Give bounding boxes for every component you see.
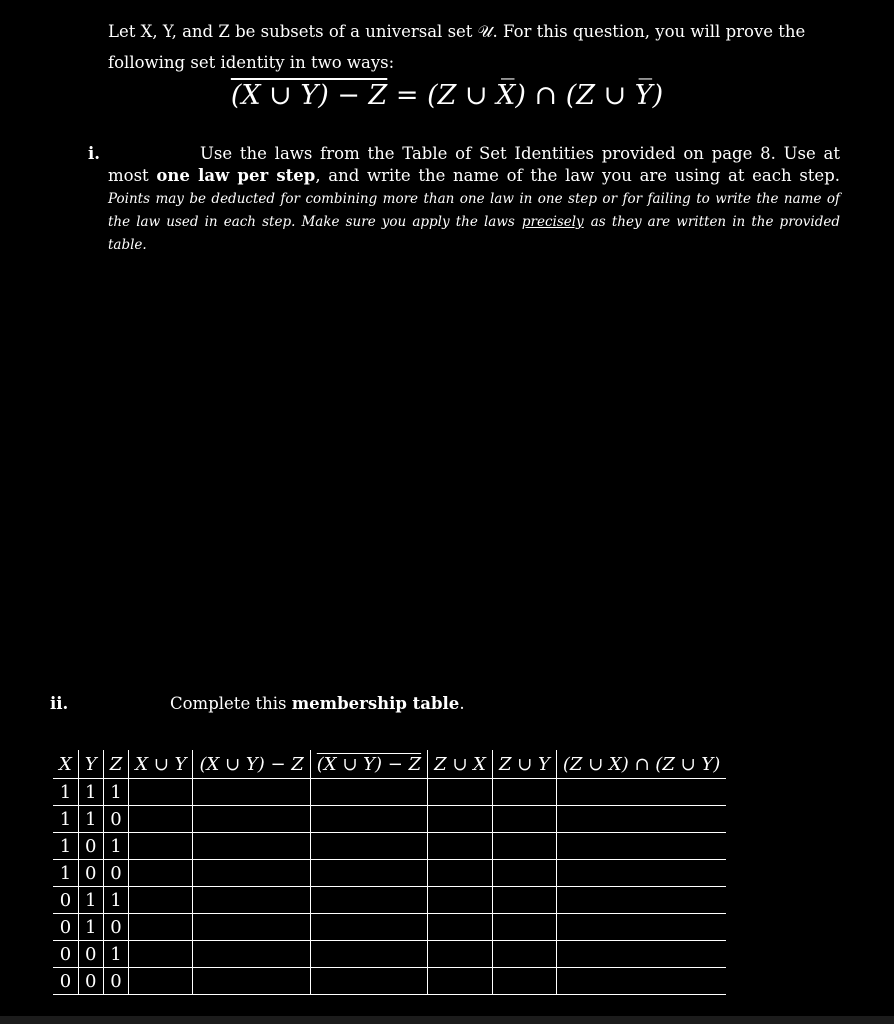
answer-cell[interactable] bbox=[193, 914, 310, 941]
truth-value-cell: 0 bbox=[78, 860, 103, 887]
answer-cell[interactable] bbox=[193, 779, 310, 806]
answer-cell[interactable] bbox=[556, 968, 726, 995]
truth-value-cell: 0 bbox=[103, 914, 129, 941]
membership-table bbox=[53, 750, 726, 995]
answer-cell[interactable] bbox=[310, 833, 427, 860]
table-row bbox=[53, 833, 726, 860]
answer-cell[interactable] bbox=[492, 833, 556, 860]
part-ii-label: ii. bbox=[50, 694, 69, 713]
truth-value-cell: 1 bbox=[78, 806, 103, 833]
truth-value-cell: 0 bbox=[53, 968, 78, 995]
table-row bbox=[53, 941, 726, 968]
answer-cell[interactable] bbox=[129, 779, 193, 806]
header-z: Z bbox=[103, 750, 129, 779]
truth-value-cell: 1 bbox=[53, 860, 78, 887]
formula-lhs: (X ∪ Y) − Z bbox=[230, 80, 388, 111]
table-row bbox=[53, 968, 726, 995]
header-x-union-y: X ∪ Y bbox=[129, 750, 193, 779]
answer-cell[interactable] bbox=[492, 941, 556, 968]
truth-value-cell: 0 bbox=[78, 941, 103, 968]
truth-value-cell: 0 bbox=[103, 968, 129, 995]
truth-value-cell: 1 bbox=[53, 833, 78, 860]
truth-value-cell: 0 bbox=[78, 968, 103, 995]
part-i-text-b: , and write the name of the law you are using at each step. bbox=[315, 166, 841, 185]
formula-rhs-2: (Z ∪ Y̅) bbox=[565, 80, 664, 111]
answer-cell[interactable] bbox=[556, 833, 726, 860]
truth-value-cell: 0 bbox=[103, 860, 129, 887]
table-header-row bbox=[53, 750, 726, 779]
answer-cell[interactable] bbox=[556, 860, 726, 887]
answer-cell[interactable] bbox=[428, 941, 493, 968]
answer-cell[interactable] bbox=[193, 833, 310, 860]
header-x: X bbox=[53, 750, 78, 779]
answer-cell[interactable] bbox=[310, 806, 427, 833]
part-ii-bold: membership table bbox=[291, 694, 460, 713]
answer-cell[interactable] bbox=[428, 779, 493, 806]
truth-value-cell: 0 bbox=[53, 887, 78, 914]
answer-cell[interactable] bbox=[129, 860, 193, 887]
intro-paragraph bbox=[108, 16, 848, 78]
answer-cell[interactable] bbox=[310, 860, 427, 887]
part-i-bold: one law per step bbox=[156, 166, 316, 185]
answer-cell[interactable] bbox=[556, 914, 726, 941]
answer-cell[interactable] bbox=[492, 860, 556, 887]
truth-value-cell: 1 bbox=[78, 779, 103, 806]
answer-cell[interactable] bbox=[193, 887, 310, 914]
answer-cell[interactable] bbox=[492, 779, 556, 806]
answer-cell[interactable] bbox=[310, 779, 427, 806]
table-row bbox=[53, 806, 726, 833]
bottom-bar bbox=[0, 1016, 894, 1024]
answer-cell[interactable] bbox=[129, 806, 193, 833]
table-row bbox=[53, 887, 726, 914]
answer-cell[interactable] bbox=[310, 887, 427, 914]
truth-value-cell: 0 bbox=[78, 833, 103, 860]
truth-value-cell: 1 bbox=[103, 779, 129, 806]
answer-cell[interactable] bbox=[310, 941, 427, 968]
answer-cell[interactable] bbox=[492, 968, 556, 995]
answer-cell[interactable] bbox=[492, 887, 556, 914]
answer-cell[interactable] bbox=[129, 968, 193, 995]
answer-cell[interactable] bbox=[428, 860, 493, 887]
answer-cell[interactable] bbox=[193, 941, 310, 968]
answer-cell[interactable] bbox=[428, 914, 493, 941]
answer-cell[interactable] bbox=[193, 968, 310, 995]
truth-value-cell: 0 bbox=[53, 941, 78, 968]
table-row bbox=[53, 860, 726, 887]
header-y: Y bbox=[78, 750, 103, 779]
answer-cell[interactable] bbox=[556, 779, 726, 806]
truth-value-cell: 1 bbox=[103, 833, 129, 860]
truth-value-cell: 1 bbox=[53, 806, 78, 833]
answer-cell[interactable] bbox=[492, 914, 556, 941]
header-z-union-y-bar: Z ∪ Y bbox=[492, 750, 556, 779]
part-i-underlined: precisely bbox=[521, 214, 584, 230]
part-ii-text-b: . bbox=[459, 694, 465, 713]
table-row bbox=[53, 914, 726, 941]
set-identity-formula bbox=[0, 80, 894, 111]
truth-value-cell: 0 bbox=[103, 806, 129, 833]
answer-cell[interactable] bbox=[193, 860, 310, 887]
answer-cell[interactable] bbox=[129, 833, 193, 860]
answer-cell[interactable] bbox=[556, 887, 726, 914]
truth-value-cell: 1 bbox=[78, 914, 103, 941]
answer-cell[interactable] bbox=[428, 887, 493, 914]
answer-cell[interactable] bbox=[193, 806, 310, 833]
part-i-instructions bbox=[108, 143, 840, 256]
truth-value-cell: 0 bbox=[53, 914, 78, 941]
answer-cell[interactable] bbox=[428, 833, 493, 860]
answer-cell[interactable] bbox=[556, 941, 726, 968]
formula-cap: ∩ bbox=[525, 80, 566, 111]
truth-value-cell: 1 bbox=[78, 887, 103, 914]
header-z-union-x-bar: Z ∪ X bbox=[428, 750, 493, 779]
header-x-union-y-minus-z: (X ∪ Y) − Z bbox=[193, 750, 310, 779]
part-i-text-a: Use the laws from the Table of Set Identities provided on page 8. Use at most bbox=[108, 144, 840, 185]
intro-line-2: following set identity in two ways: bbox=[108, 53, 395, 72]
answer-cell[interactable] bbox=[310, 914, 427, 941]
answer-cell[interactable] bbox=[556, 806, 726, 833]
table-row bbox=[53, 779, 726, 806]
answer-cell[interactable] bbox=[129, 941, 193, 968]
answer-cell[interactable] bbox=[428, 968, 493, 995]
truth-value-cell: 1 bbox=[103, 887, 129, 914]
formula-equals: = bbox=[387, 80, 428, 111]
answer-cell[interactable] bbox=[129, 887, 193, 914]
part-i-label: i. bbox=[88, 144, 101, 163]
part-i-italic-b: as they are written in the provided table. bbox=[108, 214, 840, 253]
part-ii-text-a: Complete this bbox=[170, 694, 287, 713]
header-complement-x-union-y-minus-z: (X ∪ Y) − Z bbox=[310, 750, 427, 779]
intro-line-1: Let X, Y, and Z be subsets of a universal set 𝒰. For this question, you will prove the bbox=[108, 22, 806, 41]
answer-cell[interactable] bbox=[492, 806, 556, 833]
part-i-italic-a: Points may be deducted for combining more than one law in one step or for failing to write the name of the law used in each step. Make sure you apply the laws bbox=[108, 191, 840, 230]
answer-cell[interactable] bbox=[129, 914, 193, 941]
truth-value-cell: 1 bbox=[53, 779, 78, 806]
answer-cell[interactable] bbox=[428, 806, 493, 833]
answer-cell[interactable] bbox=[310, 968, 427, 995]
truth-value-cell: 1 bbox=[103, 941, 129, 968]
part-ii-instructions bbox=[170, 694, 465, 713]
header-intersection: (Z ∪ X) ∩ (Z ∪ Y) bbox=[556, 750, 726, 779]
formula-rhs-1: (Z ∪ X̅) bbox=[427, 80, 526, 111]
